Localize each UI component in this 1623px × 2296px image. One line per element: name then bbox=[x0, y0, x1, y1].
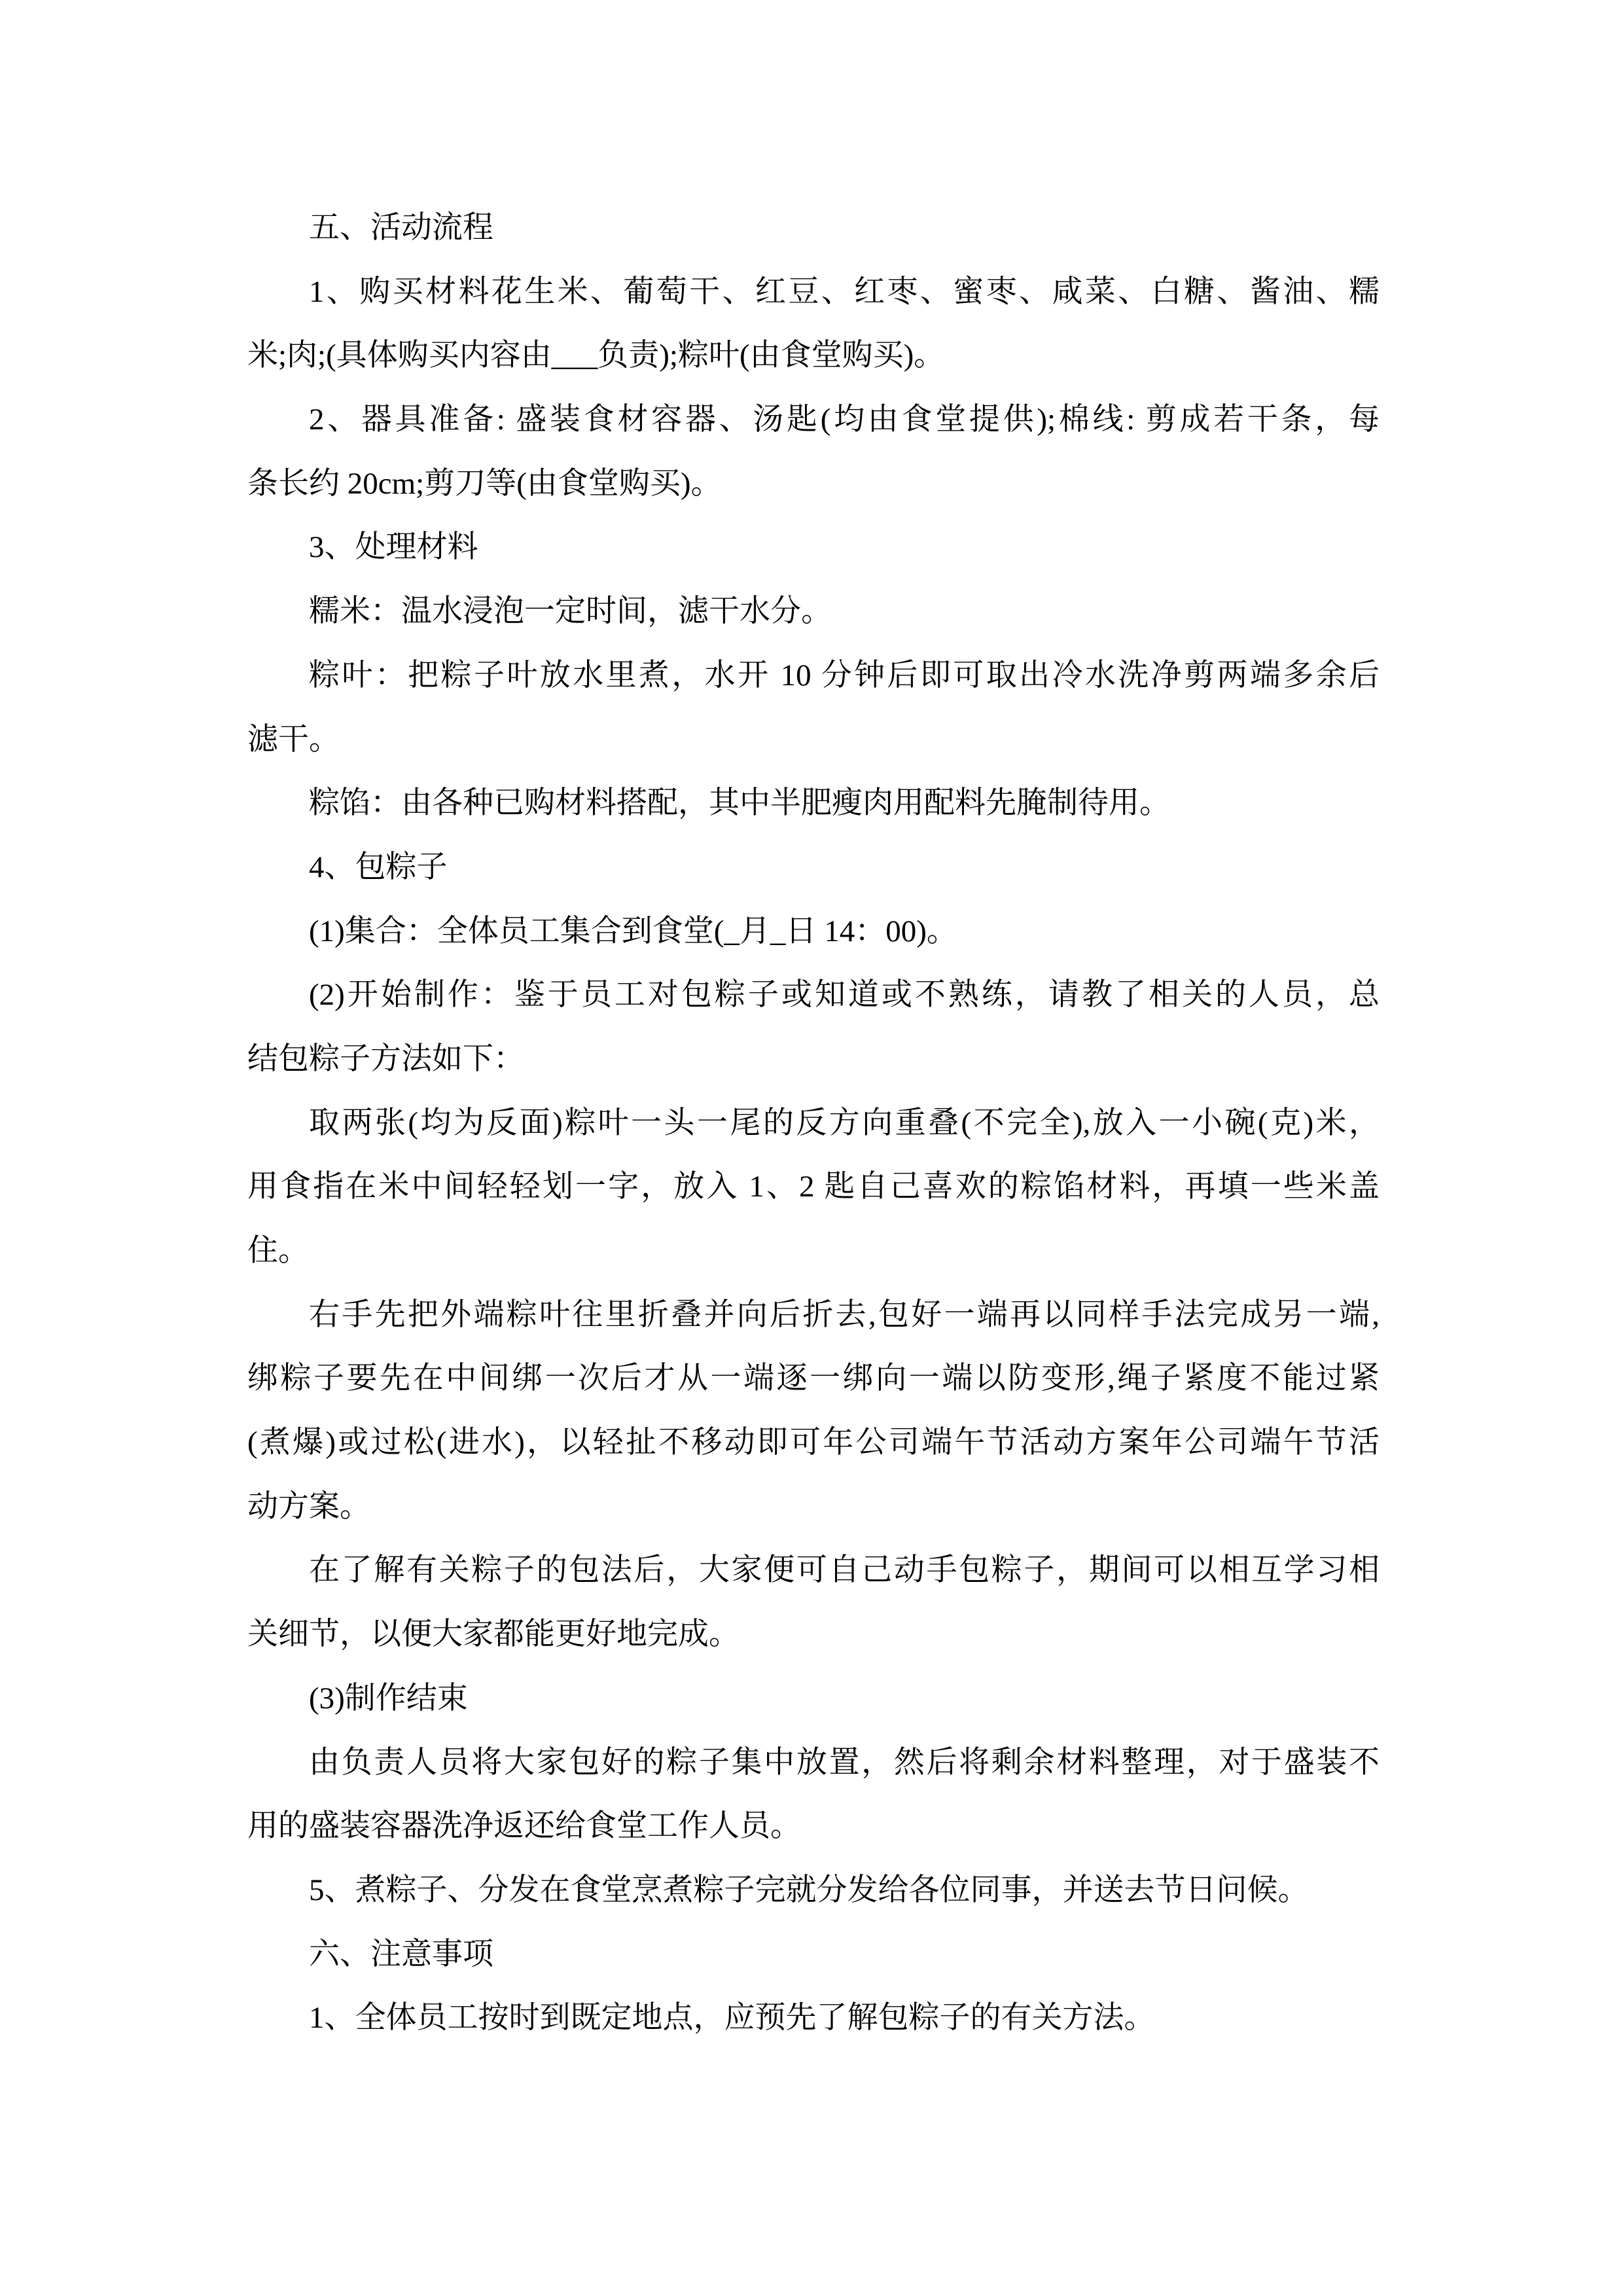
text-line: 1、购买材料花生米、葡萄干、红豆、红枣、蜜枣、咸菜、白糖、酱油、糯 bbox=[309, 274, 1380, 309]
text-line: 用的盛装容器洗净返还给食堂工作人员。 bbox=[247, 1809, 801, 1844]
text-line: 在了解有关粽子的包法后，大家便可自己动手包粽子，期间可以相互学习相 bbox=[309, 1553, 1380, 1588]
text-line: 滤干。 bbox=[247, 722, 340, 757]
text-line: 右手先把外端粽叶往里折叠并向后折去,包好一端再以同样手法完成另一端, bbox=[309, 1297, 1380, 1332]
text-line: (3)制作结束 bbox=[309, 1681, 468, 1715]
text-line: 3、处理材料 bbox=[309, 530, 478, 565]
section-heading: 六、注意事项 bbox=[309, 1937, 493, 1971]
section-heading: 五、活动流程 bbox=[309, 211, 493, 245]
text-line: 用食指在米中间轻轻划一字，放入 1、2 匙自己喜欢的粽馅材料，再填一些米盖 bbox=[247, 1170, 1380, 1204]
text-line: 1、全体员工按时到既定地点，应预先了解包粽子的有关方法。 bbox=[309, 2001, 1155, 2036]
text-line: 米;肉;(具体购买内容由___负责);粽叶(由食堂购买)。 bbox=[247, 338, 945, 373]
text-line: (1)集合：全体员工集合到食堂(_月_日 14：00)。 bbox=[309, 914, 957, 948]
text-line: 动方案。 bbox=[247, 1489, 370, 1524]
text-line: 由负责人员将大家包好的粽子集中放置，然后将剩余材料整理，对于盛装不 bbox=[309, 1745, 1380, 1780]
text-line: 结包粽子方法如下： bbox=[247, 1041, 524, 1076]
text-line: 粽馅：由各种已购材料搭配，其中半肥瘦肉用配料先腌制待用。 bbox=[309, 786, 1170, 821]
text-line: 5、煮粽子、分发在食堂烹煮粽子完就分发给各位同事，并送去节日问候。 bbox=[309, 1873, 1309, 1907]
document-text-block bbox=[247, 196, 1380, 2051]
text-line: 关细节，以便大家都能更好地完成。 bbox=[247, 1617, 740, 1652]
text-line: (煮爆)或过松(进水)，以轻扯不移动即可年公司端午节活动方案年公司端午节活 bbox=[247, 1426, 1380, 1460]
text-line: 绑粽子要先在中间绑一次后才从一端逐一绑向一端以防变形,绳子紧度不能过紧 bbox=[247, 1361, 1380, 1396]
text-line: 4、包粽子 bbox=[309, 850, 448, 884]
text-line: 条长约 20cm;剪刀等(由食堂购买)。 bbox=[247, 466, 722, 501]
text-line: 糯米：温水浸泡一定时间，滤干水分。 bbox=[309, 594, 832, 629]
text-line: 住。 bbox=[247, 1234, 309, 1268]
text-line: (2)开始制作：鉴于员工对包粽子或知道或不熟练，请教了相关的人员，总 bbox=[309, 978, 1380, 1013]
text-line: 粽叶：把粽子叶放水里煮，水开 10 分钟后即可取出冷水洗净剪两端多余后 bbox=[309, 658, 1380, 692]
text-line: 2、器具准备: 盛装食材容器、汤匙(均由食堂提供);棉线: 剪成若干条，每 bbox=[309, 403, 1380, 437]
text-line: 取两张(均为反面)粽叶一头一尾的反方向重叠(不完全),放入一小碗(克)米， bbox=[309, 1105, 1380, 1140]
